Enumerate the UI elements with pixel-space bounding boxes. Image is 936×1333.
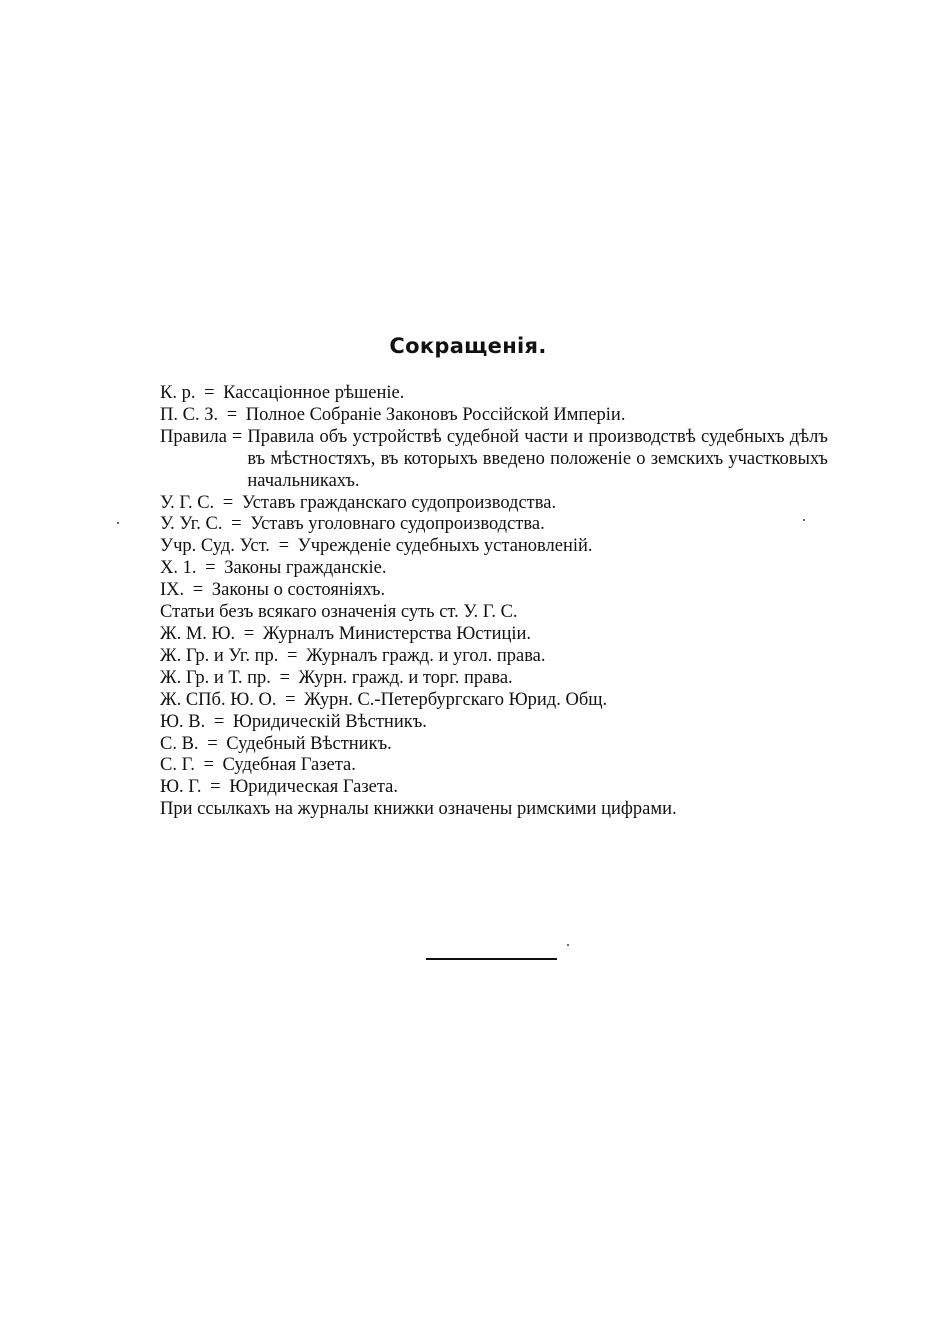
abbrev-entry xyxy=(160,755,828,777)
page-title: Сокращенія. xyxy=(389,334,547,358)
abbrev-key: С. Г. xyxy=(160,755,195,776)
abbreviation-list xyxy=(160,383,828,821)
abbrev-key: Ж. М. Ю. xyxy=(160,623,236,644)
abbrev-key: К. р. xyxy=(160,383,196,403)
abbrev-key: X. 1. xyxy=(160,558,197,579)
abbrev-entry xyxy=(160,493,828,515)
equals-sign: = xyxy=(204,383,215,403)
abbrev-meaning: Юридическій Вѣстникъ. xyxy=(232,711,427,732)
abbrev-entry xyxy=(160,646,828,668)
abbrev-key: П. С. З. xyxy=(160,404,219,425)
abbrev-entry xyxy=(160,558,828,580)
equals-sign: = xyxy=(203,755,214,776)
equals-sign: = xyxy=(207,733,218,754)
equals-sign: = xyxy=(243,623,255,644)
abbrev-key: Учр. Суд. Уст. xyxy=(160,536,270,557)
equals-sign: = xyxy=(226,404,238,425)
abbrev-meaning: Журналъ гражд. и угол. права. xyxy=(306,645,546,666)
abbrev-meaning: Полное Собраніе Законовъ Россійской Имперіи. xyxy=(245,404,626,425)
equals-sign: = xyxy=(210,777,221,798)
abbrev-meaning: Судебная Газета. xyxy=(222,755,356,776)
abbrev-meaning: Судебный Вѣстникъ. xyxy=(226,733,392,754)
abbrev-entry xyxy=(160,580,828,602)
note-line: Статьи безъ всякаго означенія суть ст. У. Г. С. xyxy=(160,602,518,623)
abbrev-entry xyxy=(160,777,828,799)
equals-sign: = xyxy=(213,711,225,732)
abbrev-entry xyxy=(160,514,828,536)
abbrev-meaning: Учрежденіе судебныхъ установленій. xyxy=(297,536,593,557)
equals-sign: = xyxy=(222,492,234,513)
abbrev-entry xyxy=(160,624,828,646)
abbrev-key: Ю. Г. xyxy=(160,777,202,798)
abbrev-meaning: Законы о состояніяхъ. xyxy=(211,580,386,601)
abbrev-key: Ж. Гр. и Уг. пр. xyxy=(160,645,279,666)
abbrev-meaning: Правила объ устройствѣ судебной части и производствѣ судебныхъ дѣлъ въ мѣстностяхъ, въ которыхъ введено положеніе о земскихъ участковыхъ начальникахъ. xyxy=(247,426,828,491)
equals-sign: = xyxy=(285,689,296,710)
abbrev-entry xyxy=(160,405,828,427)
abbrev-key: У. Уг. С. xyxy=(160,514,223,535)
equals-sign: = xyxy=(231,514,242,535)
abbrev-key: IX. xyxy=(160,580,185,601)
equals-sign: = xyxy=(279,667,290,688)
abbrev-meaning: Журн. гражд. и торг. права. xyxy=(298,667,513,688)
section-divider xyxy=(426,958,557,960)
abbrev-meaning: Уставъ гражданскаго судопроизводства. xyxy=(241,492,557,513)
abbrev-key: Ю. В. xyxy=(160,711,206,732)
equals-sign: = xyxy=(231,426,243,447)
abbrev-entry xyxy=(160,690,828,712)
abbrev-entry xyxy=(160,536,828,558)
print-speck xyxy=(567,944,569,946)
equals-sign: = xyxy=(287,645,298,666)
abbrev-entry xyxy=(160,712,828,734)
abbrev-entry xyxy=(160,734,828,756)
abbrev-meaning: Законы гражданскіе. xyxy=(224,558,387,579)
abbrev-entry xyxy=(160,668,828,690)
note-line: При ссылкахъ на журналы книжки означены римскими цифрами. xyxy=(160,799,677,820)
abbrev-key: Правила xyxy=(160,426,227,447)
equals-sign: = xyxy=(205,558,216,579)
abbrev-meaning: Журн. С.-Петербургскаго Юрид. Общ. xyxy=(304,689,608,710)
equals-sign: = xyxy=(192,580,204,601)
print-speck xyxy=(117,522,119,524)
abbrev-entry xyxy=(160,427,828,493)
abbrev-entry xyxy=(160,383,828,405)
abbrev-meaning: Кассаціонное рѣшеніе. xyxy=(223,383,405,403)
equals-sign: = xyxy=(278,536,289,557)
abbrev-key: С. В. xyxy=(160,733,199,754)
print-speck xyxy=(803,519,805,521)
abbrev-key: Ж. Гр. и Т. пр. xyxy=(160,667,271,688)
abbrev-meaning: Юридическая Газета. xyxy=(229,777,399,798)
abbrev-meaning: Уставъ уголовнаго судопроизводства. xyxy=(250,514,545,535)
abbrev-key: У. Г. С. xyxy=(160,492,215,513)
abbrev-meaning: Журналъ Министерства Юстиціи. xyxy=(262,623,532,644)
abbrev-key: Ж. СПб. Ю. О. xyxy=(160,689,277,710)
